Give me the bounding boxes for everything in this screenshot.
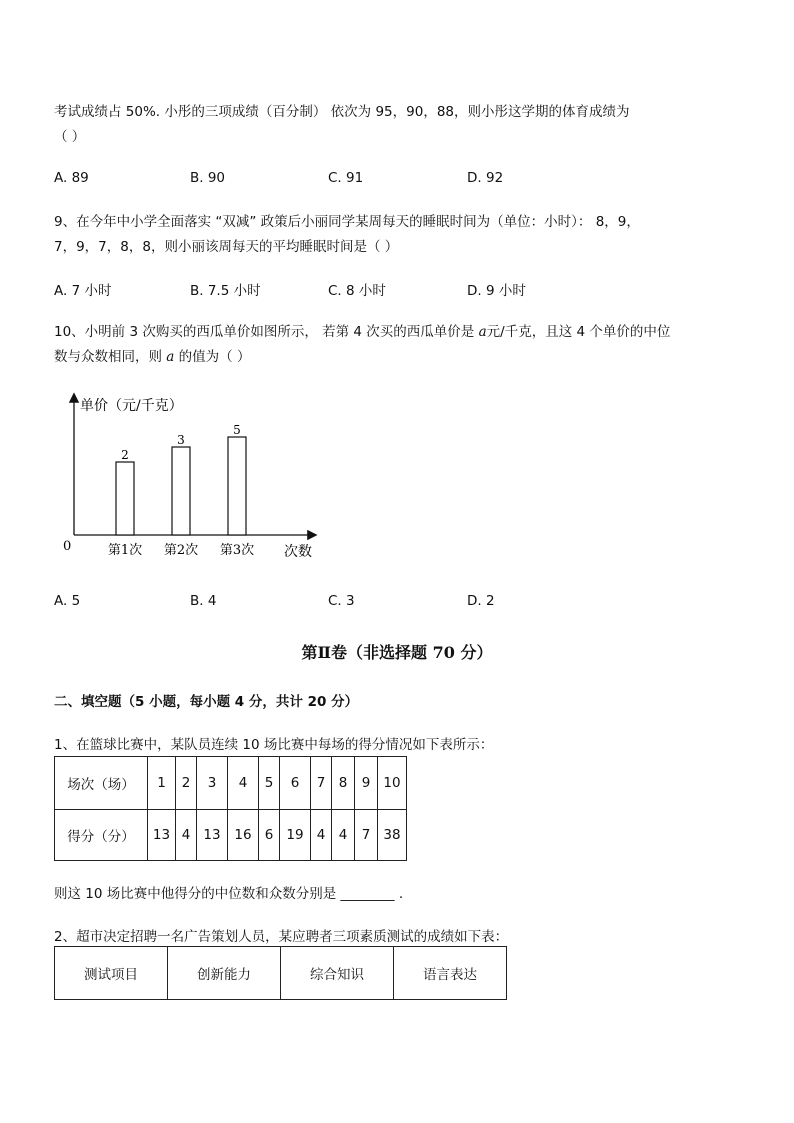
table-cell: 9: [355, 757, 378, 810]
table-cell: 2: [176, 757, 197, 810]
q10-option-a[interactable]: A. 5: [54, 593, 81, 609]
table-header-cell: 创新能力: [168, 947, 281, 1000]
chart-bar: [228, 437, 246, 535]
q8-stem-line1: 考试成绩占 50%. 小彤的三项成绩（百分制） 依次为 95，90，88，则小彤这学期的体育成绩为: [54, 104, 630, 120]
fill1-intro: 1、在篮球比赛中，某队员连续 10 场比赛中每场的得分情况如下表所示：: [54, 737, 494, 753]
table-cell: 3: [197, 757, 228, 810]
table-header-cell: 综合知识: [281, 947, 394, 1000]
q9-option-d[interactable]: D. 9 小时: [467, 283, 526, 299]
table-cell: 5: [259, 757, 280, 810]
table-cell: 7: [355, 810, 378, 861]
chart-category-label: 第2次: [163, 543, 199, 558]
chart-origin: 0: [63, 539, 72, 554]
chart-bar: [116, 462, 134, 535]
q10-bar-chart: [50, 390, 370, 580]
chart-category-label: 第3次: [219, 543, 255, 558]
q9-option-a[interactable]: A. 7 小时: [54, 283, 112, 299]
table-cell: 10: [378, 757, 407, 810]
q8-option-b[interactable]: B. 90: [190, 170, 226, 186]
chart-value-label: 5: [233, 423, 241, 437]
chart-bar: [172, 447, 190, 535]
row-header: 场次（场）: [55, 757, 148, 810]
chart-value-label: 2: [121, 448, 129, 462]
q10-option-d[interactable]: D. 2: [467, 593, 495, 609]
table-row: [55, 947, 507, 1000]
table-cell: 4: [176, 810, 197, 861]
table-cell: 6: [280, 757, 311, 810]
q9-stem-line2: 7，9，7，8，8，则小丽该周每天的平均睡眠时间是（ ）: [54, 239, 399, 255]
q10-variable-a: a: [478, 324, 487, 340]
q9-stem-line1: 9、在今年中小学全面落实 “双减” 政策后小丽同学某周每天的睡眠时间为（单位：小时）： 8，9，: [54, 214, 640, 230]
fill2-intro: 2、超市决定招聘一名广告策划人员，某应聘者三项素质测试的成绩如下表：: [54, 929, 509, 945]
table-cell: 4: [228, 757, 259, 810]
q10-variable-a-2: a: [166, 349, 175, 365]
table-cell: 16: [228, 810, 259, 861]
q10-option-c[interactable]: C. 3: [328, 593, 355, 609]
table-cell: 1: [148, 757, 176, 810]
q8-option-d[interactable]: D. 92: [467, 170, 504, 186]
table-row: [55, 810, 407, 861]
chart-x-label: 次数: [284, 544, 312, 560]
table-cell: 13: [197, 810, 228, 861]
q9-option-b[interactable]: B. 7.5 小时: [190, 283, 261, 299]
q10-text-c: 数与众数相同，则: [54, 349, 167, 365]
q10-text-b: 元/千克，且这 4 个单价的中位: [486, 324, 671, 340]
q9-option-c[interactable]: C. 8 小时: [328, 283, 386, 299]
fill1-question: 则这 10 场比赛中他得分的中位数和众数分别是 ________ .: [54, 886, 404, 902]
table-row: [55, 757, 407, 810]
table-header-cell: 测试项目: [55, 947, 168, 1000]
table-cell: 8: [332, 757, 355, 810]
table-cell: 19: [280, 810, 311, 861]
q8-option-c[interactable]: C. 91: [328, 170, 364, 186]
table-header-cell: 语言表达: [394, 947, 507, 1000]
score-table: [54, 756, 407, 861]
part-title: 二、填空题（5 小题，每小题 4 分，共计 20 分）: [54, 694, 359, 710]
applicant-table: [54, 946, 507, 1000]
q10-option-b[interactable]: B. 4: [190, 593, 217, 609]
table-cell: 4: [311, 810, 332, 861]
chart-y-label: 单价（元/千克）: [80, 398, 183, 414]
table-cell: 7: [311, 757, 332, 810]
table-cell: 6: [259, 810, 280, 861]
q8-option-a[interactable]: A. 89: [54, 170, 89, 186]
chart-value-label: 3: [177, 433, 185, 447]
chart-category-label: 第1次: [107, 543, 143, 558]
q8-stem-line2: （ ）: [54, 129, 86, 145]
table-cell: 13: [148, 810, 176, 861]
table-cell: 4: [332, 810, 355, 861]
table-cell: 38: [378, 810, 407, 861]
q10-text-d: 的值为（ ）: [174, 349, 251, 365]
q10-text-a: 10、小明前 3 次购买的西瓜单价如图所示， 若第 4 次买的西瓜单价是: [54, 324, 479, 340]
q10-stem-line1: [54, 320, 670, 340]
row-header: 得分（分）: [55, 810, 148, 861]
q10-stem-line2: [54, 345, 250, 365]
section-title: 第Ⅱ卷（非选择题 70 分）: [301, 643, 493, 662]
